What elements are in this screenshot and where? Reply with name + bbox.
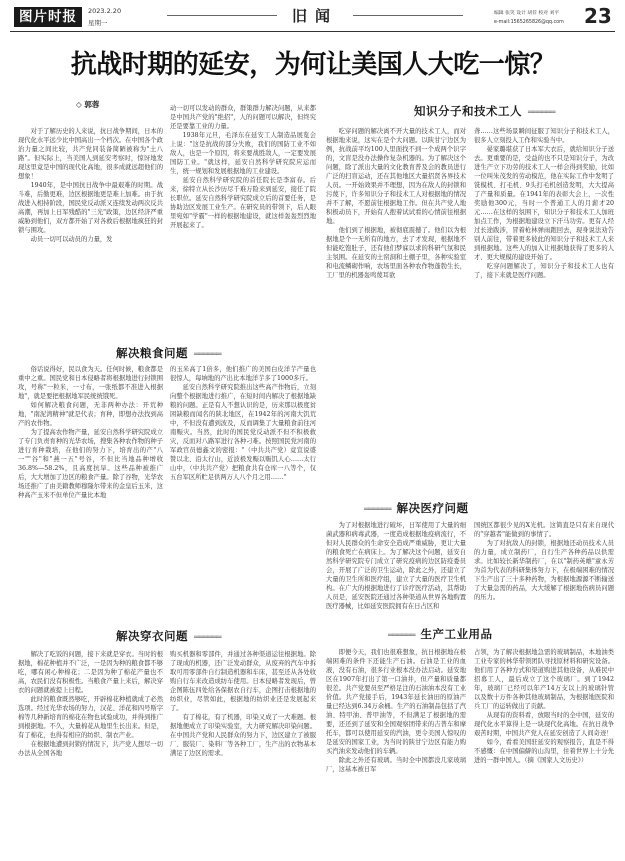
paragraph: 延安自然科学研究院的首任院长是李富春。后来，徐特立从长沙历尽千难万险来到延安，接任了院长职位。延安自然科学研究院成立后的首要任务，是协助边区发展工业生产。在研究员的带领下，后人眼里宛如"学霸"一样的根据地建设，就这样轰轰烈烈地开展起来了。 xyxy=(170,177,316,229)
heading-ornament: ══════ xyxy=(364,505,391,515)
paragraph: 为了提高农作物产量，延安自然科学研究院成立了专门负责育种的光华农场，搜集各种农作物的种子进行育种栽培，在他们的努力下，培育出的产"八一""谷"和"燕一五"号谷，不但比当地品种增收36.8%—58.2%，且高度抗旱。这些品种被推广后，大大增加了边区的粮食产量。除了谷物，光华农场还推广了由美籍教师穆隆尔带来的金皇后玉米，这种高产玉米不但单位产量比本地 xyxy=(18,429,163,499)
column-4-industry xyxy=(474,648,614,765)
newspaper-logo xyxy=(14,7,82,27)
paragraph: 解决了吃饭的问题，接下来就是穿衣。当时的根据地，棉花种植并不广泛，一是因为种的粮食都不够吃，哪有闲心种棉花；二是因为种了棉花产量也不高，农民们没有积极性。当粮食产量上来后，解决穿衣的问题就被提上日程。 xyxy=(18,651,163,694)
staff-credits: 编辑 张笑 设计 胡荐 校对 刘平 xyxy=(494,11,560,16)
paragraph: 对于了解历史的人来说，抗日战争期间，日本的现代化水平远少比中国高出一个档次。在中国各个政治力量之间比较，共产党同装备简陋被称为"土八路"。但实际上，当美国人到延安考察时，惊讶地发现这里竟是中国的现代化高地，很多成就远超他们的想象！ xyxy=(18,128,163,180)
paragraph: 吃穿问题解决了，知识分子和技术工人也有了，接下来就是医疗问题。 xyxy=(474,263,614,279)
paragraph: 俗话说得好，民以食为天。任何时候，粮食都是重中之重。国民党和日本侵略者将根据地进行封锁围攻，号称"一粒米，一寸布，一张纸都不准进入根据地"，就是要把根据地军民统统饿死。 xyxy=(18,366,163,400)
paragraph: 晏家璐堪获了日本军大衣后，就给知识分子送去。更重要的是，受益的也不只是知识分子，为改进生产立下功劳的技术工人一样会得到奖励，比如一位叫朱茂发的劳动模范，他在实际工作中发明了铣模机、打毛机、9头打毛机创造发明，大大提高了产量和质量。在1941年的表彰大会上，一次性奖励他300元，当时一个普通工人的月薪才20元……在这样的氛围下，知识分子和技术工人加班加点工作，为根据地建设立下汗马功劳。更有人经过长途跋涉，冒着枪林弹雨跑回去，现身说法劝告别人前往，带着更多彼此的知识分子和技术工人来到根据地。这些人的加入让根据地获得了更多的人才、更大规模的建设开始了。 xyxy=(474,146,614,261)
heading-text: 解决粮食问题 xyxy=(116,346,188,360)
heading-ornament: ══════ xyxy=(528,108,555,118)
column-3-medical xyxy=(326,521,466,611)
paragraph: 有了棉花，有了机器，印染又成了一大难题。根据地便成立了印染实验室，大力研究解决印染问题。在中国共产党和人民群众的努力下，边区建立了被服厂、服装厂、染料厂等各种工厂，生产出的衣物基本满足了边区的需求。 xyxy=(170,714,316,757)
heading-ornament: ══════ xyxy=(194,633,221,643)
paragraph: 的玉米高了1倍多，他们推广的美国白皮洋芋产量也很惊人，每垧地的产出比本地洋芋多了1000多斤。 xyxy=(170,366,316,382)
paragraph: 此时的粮食既然够吃，开辟棉花种植就成了必然选项。经过光华农场的努力，汉花、洋花和四号斯字棉等几种新培育的棉花在物也试验成功，并得到推广到根据地。不久，大量棉花从地里生长出来。但是，有了棉花，也得有相应的纺织、制衣产业。 xyxy=(18,696,163,739)
page-number: 23 xyxy=(584,4,612,28)
section-heading-intellectuals xyxy=(414,103,555,119)
paragraph: 除此之外还有玻璃。当时全中国都没几家玻璃厂，这基本被日军 xyxy=(326,757,466,773)
column-2-food xyxy=(170,365,316,482)
issue-date: 2023.2.20 xyxy=(88,7,122,15)
paragraph: 他们到了根据地，被彻底震撼了。他们以为根据地是个一无所有的地方，去了才发现，根据地不但能吃饱肚子，还有他们梦寐以求的科研气氛和民主氛围。在延安的土窑洞和土棚子里，各种实验室和电流鳞砌作响，农场里面各种农作物蓬勃生长，工厂里的机器轰鸣蔑耳欲 xyxy=(326,227,466,279)
paragraph: 1940年，是中国抗日战争中最艰难的时期。战斗难，后勤更难，边区根据地更是难上加难。由于抗战进入相持阶段，国民党反动派又连续发动两次反共高潮，再加上日军残酷的"三光"政策，边区经济严重威胁到他们，双方都开始了对各救后根据地疯狂的封锁与围攻。 xyxy=(18,182,163,234)
paragraph: 占领，为了解决根据地急需的玻璃制品，本地油类工业专家的林华带领团队寻找原材料和研究设备。他们用了各种方式和渠道购进其他设备，从难民中招募工人，最后成立了这个玻璃厂。到了1942年，玻璃厂已经可以年产14万支以上的玻璃针管以及数十万件各种其他玻璃制品，为根据地医院和兵工厂的运转做出了贡献。 xyxy=(474,649,614,710)
contact-email: e-mail:1565265826@qq.com xyxy=(494,20,564,25)
column-1-intro xyxy=(18,127,163,244)
section-rule-left xyxy=(167,15,277,16)
paragraph: 国统区都很少见的X光机。这简直是只有来自现代的"穿越者"能做到的事情了。 xyxy=(474,522,614,538)
byline: ◇ 郭蓉 xyxy=(76,100,100,109)
paragraph: 为了对根据地进行破坏，日军使用了大量的细菌武器和病毒武器，一度造成根据地疫病流行，不但对人民群众的生命安全造成严重威胁，更让大量的粮食死亡在病床上。为了解决这个问题，延安自然科学研究院专门成立了研究疫病的边区防疫委员会，开展了广泛的卫生运动，除此之外，还建立了大量的卫生所和医疗组，建立了大量的医疗卫生机构。在广大的根据地进行了诊疗医疗活动，其帮助人员是，延安医院还通过各种渠道从世界各地购置医疗器械，比如延安医院拥有在日占区和 xyxy=(326,522,466,610)
column-3-industry xyxy=(326,648,466,774)
paragraph: 在根据地遭到封锁的情况下，共产党人想尽一切办法从全国各地 xyxy=(18,741,163,757)
paragraph: 聋……这些场景瞬间征服了知识分子和技术工人，很多人立刻投入工作和实验当中。 xyxy=(474,128,614,144)
column-4-medical xyxy=(474,521,614,602)
paragraph: 从现有的资料看，放眼当时的全中国，延安的现代化水平算得上是一块现代化高地。在抗日战争艰苦时期，中国共产党人在延安创造了人间奇迹！ xyxy=(474,712,614,737)
section-heading-food xyxy=(116,345,221,361)
column-1-food xyxy=(18,365,163,500)
paragraph: 为了对抗敌人的封锁，根据地还动员技术人员的力量，成立制药厂，自行生产各种药品以供需求。比如较长新华制药厂，在以"制药英雄"童永芳为首为代表的科研集体努力下，在极端困难的情况下生产出了三十多种药物，为根据地源源不断输送了大量急需的药品，大大缓解了根据地伤病员问题的压力。 xyxy=(474,540,614,601)
section-rule-right xyxy=(353,15,463,16)
paragraph: 动一切可以发动的群众，群策群力解决问题，从来都是中国共产党的"绝招"，人的问题可以解决，但终究还是要靠工业的力量。 xyxy=(170,105,316,130)
column-2-intro xyxy=(170,104,316,230)
section-title xyxy=(150,5,480,27)
column-3-intellectuals xyxy=(326,127,466,280)
logo-text: 图片时报 xyxy=(19,9,77,25)
paragraph: 购买机器和零部件，并通过各种渠道运往根据地。除了现成的机器，还广泛发动群众，从废弃的汽车中拆取可用零部件自行制造机器和车床，甚至还从各处收购自行车来改造成纺车使用。日本侵略者发现后，曾企图陈伍四处给各保据农自行车，企图打击根据地的纺织业，尽管如此，根据地的纺织业还是发展起来了。 xyxy=(170,651,316,712)
paragraph: 即便今天，我们也很难想象，抗日根据地在极端困难的条件下还能生产石油。石油是工业的血液，没有石油，很多行业根本没办法启动。延安地区在1907年打出了第一口油井，但产量和质量都很差。共产党要员至严格足注的石油油本没有工业价值。共产党接手后，1943年延长油田的原油产量已经达到6.34万余桶。生产的石油制品包括了汽油、特甲油、普甲油等，不但满足了根据地的需要，还还到了延安和全国观察团带来的吉普车和摩托车，都可以使用延安的汽油，更令美国人惊叹的是延安的国家工业，为当时的陕甘宁边区有能力购买汽油来发动他们的车辆。 xyxy=(326,649,466,755)
column-2-clothes xyxy=(170,650,316,758)
paragraph: 动员一切可以动员的力量，发 xyxy=(30,236,113,243)
heading-text: 生产工业用品 xyxy=(420,627,493,641)
heading-text: 解决穿衣问题 xyxy=(116,629,188,643)
heading-text: 知识分子和技术工人 xyxy=(414,104,522,118)
masthead-rule xyxy=(10,31,615,32)
section-name: 旧闻 xyxy=(291,7,338,25)
column-4-intellectuals xyxy=(474,127,614,280)
issue-weekday: 星期一 xyxy=(88,19,108,27)
heading-ornament: ══════ xyxy=(194,350,221,360)
heading-ornament: ══════ xyxy=(388,631,415,641)
heading-text: 解决医疗问题 xyxy=(396,501,469,515)
section-heading-clothes xyxy=(116,628,221,644)
paragraph: 吃穿问题的解决离不开大量的技术工人，而对根据地来说，这实在是个大问题。以陕甘宁边区为例，抗战前平均100人里面找不到一个成两个识字的，文盲是没办法操作复杂机器的。为了解决这个问题，除了派出大量的文化教育普及会的教员进行广泛的扫盲运动，还在其他地区大量招贤各界技术人员。一开始效果并不理想，因为在敌人的封锁和污蔑下，许多知识分子和技术工人对根据地的情况并不了解，不愿前往根据地工作。但在共产党人地积极动员下，开始有人抱着试试看的心情前往根据地。 xyxy=(326,128,466,225)
paragraph: 如何解决粮食问题，无非两种办法：开荒种地，"南泥湾精神"就是代表；育种，即想办法找到高产的农作物。 xyxy=(18,402,163,427)
headline: 抗战时期的延安，为何让美国人大吃一惊？ xyxy=(70,50,556,80)
masthead xyxy=(0,0,625,34)
paragraph: 延安自然科学研究院推出这些高产作物后，立刻向整个根据地进行推广，在短时间内解决了根据地缺粮的问题。正是有人不想认识的是，历来那以极度贫困缺粮而闻名的陕北地区，在1942年的河南大饥荒中，不但没有遭到波及，反而调集了大量粮食前往河南赈灾。当然，此时的国民党反动派不但不积极救灾，反而对八路军进行各种刁难。按照国民党河南的军政官员德鑫文的密报："（中共共产党）竟宣说盛赞以北、沿太行山，近波极发赈以赈饥人心……太行山中，（中共共产党）把粮食共有仓库一八等个，仅五台军区所贮足供两万人八个月之用……" xyxy=(170,384,316,481)
paragraph: 如今，看看美国驻延安的观察报告，直是不得不感慨：在中国偏僻的山沟里，住着世界上十分先进的一群中国人。（摘《国家人文历史》） xyxy=(474,739,614,764)
paragraph: 1938年元旦，毛泽东在延安工人制造品展览会上说："这是抗战的部分失败，我们的国防工业不如敌人，也是一个原因，将来要战胜敌人，一定要发展国防工业。"就这样，延安自然科学研究院应运而生，统一规划和发展根据地的工业建设。 xyxy=(170,132,316,175)
column-1-clothes xyxy=(18,650,163,758)
section-heading-medical xyxy=(364,500,469,516)
section-heading-industry xyxy=(388,626,493,642)
